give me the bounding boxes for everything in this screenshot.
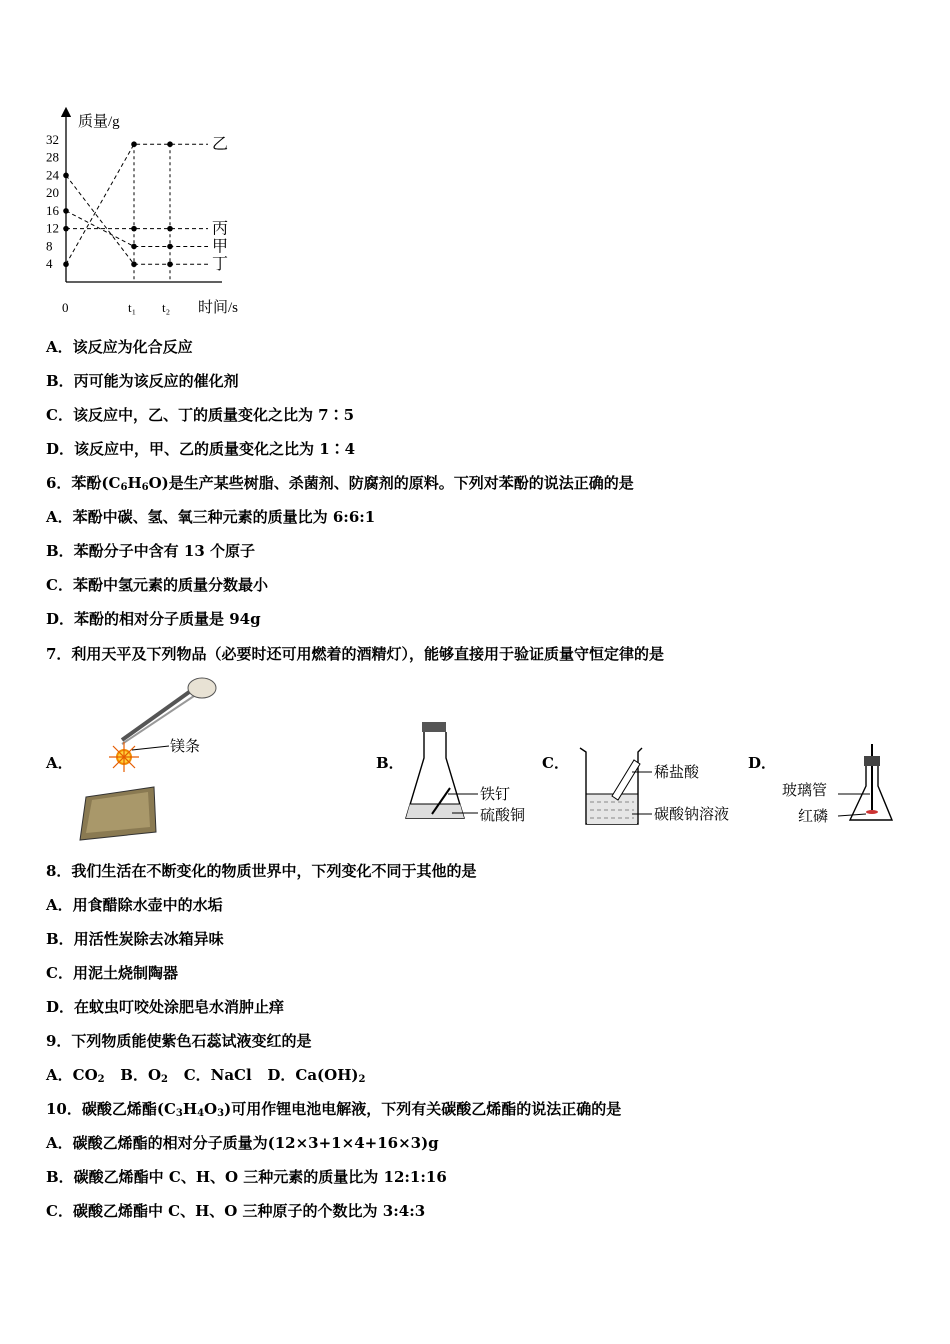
q7-stem: 7．利用天平及下列物品（必要时还可用燃着的酒精灯），能够直接用于验证质量守恒定律的是: [46, 645, 664, 663]
y-axis-label: 质量/g: [78, 114, 120, 130]
data-point-甲: [63, 208, 69, 214]
q7-figure-c: [576, 744, 756, 834]
data-point-乙: [167, 141, 173, 147]
series-line-丁: [66, 175, 208, 264]
series-label-乙: 乙: [212, 136, 229, 154]
x-tick-2: t₂: [162, 300, 171, 315]
q7-caption-b2: 硫酸铜: [480, 808, 526, 824]
x-axis-label: 时间/s: [198, 300, 239, 316]
q5-option-d: D．该反应中，甲、乙的质量变化之比为 1∶4: [46, 440, 356, 458]
q10-option-b: B．碳酸乙烯酯中 C、H、O 三种元素的质量比为 12:1:16: [46, 1168, 447, 1186]
data-point-丙: [167, 226, 173, 232]
q6-stem: 6．苯酚$(C_6H_6O)$是生产某些树脂、杀菌剂、防腐剂的原料。下列对苯酚的说法正确的是: [46, 474, 634, 493]
series-label-丁: 丁: [212, 256, 229, 274]
series-label-丙: 丙: [212, 220, 229, 238]
data-point-甲: [167, 244, 173, 250]
q7-caption-c2: 碳酸钠溶液: [654, 807, 730, 823]
q9-options: A．$CO_2$ B．$O_2$ C．NaCl D．$Ca(OH)_2$: [46, 1066, 366, 1085]
q7-label-a: A．: [46, 754, 73, 772]
y-tick-label: 20: [46, 185, 59, 201]
data-point-丙: [63, 226, 69, 232]
q9-option-d: D．Ca(OH): [267, 1066, 359, 1084]
q6-option-c: C．苯酚中氢元素的质量分数最小: [46, 576, 268, 594]
data-point-丁: [167, 261, 173, 267]
q8-option-a: A．用食醋除水壶中的水垢: [46, 896, 223, 914]
q7-caption-d1: 玻璃管: [782, 783, 828, 799]
q9-option-a: A．CO: [46, 1066, 98, 1084]
data-point-丙: [131, 226, 137, 232]
q8-option-b: B．用活性炭除去冰箱异味: [46, 930, 224, 948]
q5-option-a: A．该反应为化合反应: [46, 338, 193, 356]
hand: [188, 678, 216, 698]
q7-label-c: C．: [542, 754, 569, 772]
chart-svg: [40, 100, 270, 325]
q7-label-b: B．: [376, 754, 404, 772]
y-tick-label: 4: [46, 256, 53, 272]
q7-caption-b1: 铁钉: [480, 787, 511, 803]
data-point-丁: [131, 261, 137, 267]
q7-figure-d: [780, 740, 900, 830]
q7-caption-a: 镁条: [170, 739, 201, 755]
y-tick-label: 16: [46, 202, 59, 218]
q6-option-a: A．苯酚中碳、氢、氧三种元素的质量比为 6:6:1: [46, 508, 376, 526]
mass-time-chart: [40, 100, 270, 325]
q7-caption-d2: 红磷: [798, 809, 829, 825]
q5-option-b: B．丙可能为该反应的催化剂: [46, 372, 239, 390]
q9-option-b: B．O: [120, 1066, 162, 1084]
x-tick-0: 0: [62, 300, 69, 315]
y-tick-label: 28: [46, 149, 59, 165]
q9-stem: 9．下列物质能使紫色石蕊试液变红的是: [46, 1032, 312, 1050]
q7-caption-c1: 稀盐酸: [654, 765, 700, 781]
q10-option-a: A．碳酸乙烯酯的相对分子质量为(12×3+1×4+16×3)g: [46, 1134, 439, 1152]
q5-option-c: C．该反应中，乙、丁的质量变化之比为 7∶5: [46, 406, 355, 424]
q6-option-d: D．苯酚的相对分子质量是 94g: [46, 610, 261, 628]
data-point-乙: [63, 261, 69, 267]
q10-stem: 10．碳酸乙烯酯$(C_3H_4O_3)$可用作锂电池电解液，下列有关碳酸乙烯酯的说法正确的是: [46, 1100, 622, 1119]
q8-stem: 8．我们生活在不断变化的物质世界中，下列变化不同于其他的是: [46, 862, 477, 880]
q7-figure-a: [74, 672, 244, 847]
q9-option-c: C．NaCl: [183, 1066, 252, 1084]
q10-option-c: C．碳酸乙烯酯中 C、H、O 三种原子的个数比为 3:4:3: [46, 1202, 426, 1220]
series-label-甲: 甲: [212, 238, 229, 256]
q8-option-c: C．用泥土烧制陶器: [46, 964, 178, 982]
x-tick-1: t₁: [128, 300, 137, 315]
y-tick-label: 32: [46, 131, 59, 147]
q8-option-d: D．在蚊虫叮咬处涂肥皂水消肿止痒: [46, 998, 285, 1016]
y-tick-label: 12: [46, 220, 59, 236]
data-point-乙: [131, 141, 137, 147]
y-tick-label: 24: [46, 167, 59, 183]
q7-figure-b: [402, 718, 552, 828]
data-point-丁: [63, 173, 69, 179]
y-tick-label: 8: [46, 238, 53, 254]
data-point-甲: [131, 244, 137, 250]
q7-label-d: D．: [748, 754, 777, 772]
q6-option-b: B．苯酚分子中含有 13 个原子: [46, 542, 255, 560]
